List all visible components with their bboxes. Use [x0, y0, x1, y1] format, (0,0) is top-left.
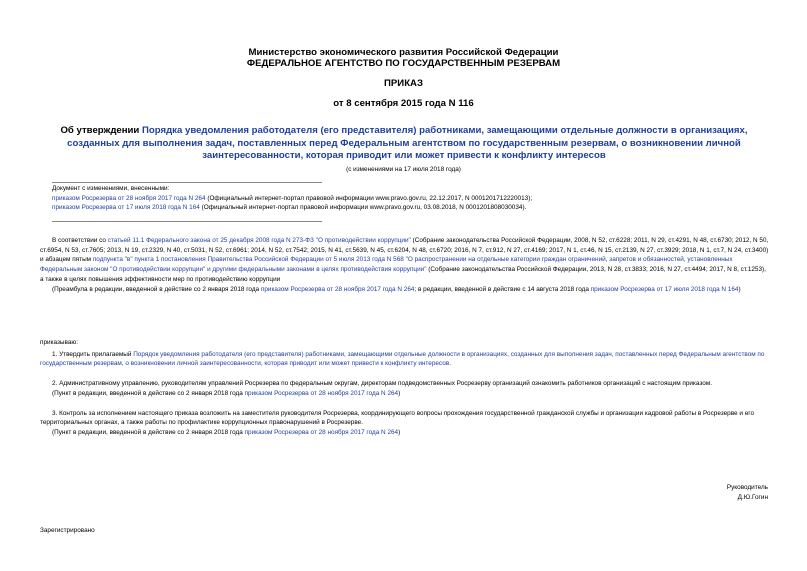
preamble-n1: (Преамбула в редакции, введенной в действие со 2 января 2018 года: [52, 285, 261, 293]
p2-note-b: ): [398, 389, 401, 397]
change-link-1[interactable]: приказом Росрезерва от 28 ноября 2017 года N 264: [52, 194, 206, 202]
preamble: [40, 236, 770, 294]
registered-label: Зарегистрировано: [40, 527, 95, 534]
preamble-note-link-2[interactable]: приказом Росрезерва от 17 июля 2018 года N 164: [590, 285, 739, 293]
p2-note-a: (Пункт в редакции, введенной в действие со 2 января 2018 года: [52, 389, 245, 397]
preamble-n3: ): [738, 285, 741, 293]
p3-note-b: ): [398, 428, 401, 436]
doc-title: [34, 125, 774, 163]
change-text-1: (Официальный интернет-портал правовой информации www.pravo.gov.ru, 22.12.2017, N 0001201712220013);: [205, 194, 533, 202]
divider-bottom: [52, 221, 322, 222]
preamble-t1: В соответствии со: [52, 237, 108, 244]
resolution-link[interactable]: подпункта "в" пункта 1 постановления Правительства Российской Федерации от 5 июля 2013 года N 568 "О распространении на отдельные категории граждан ограничений, запретов и обязанностей, установленных Федеральным законом "О противодействии коррупции" и другими федеральными законами в целях противодействия коррупции": [40, 256, 733, 274]
preamble-text: [40, 236, 770, 285]
order-point-2: 2. Административному управлению, руководителям управлений Росрезерва по федеральным округам, директорам подведомственных Росрезерву организаций ознакомить работников организаций с настоящим приказом.: [52, 380, 712, 388]
change-item: [52, 203, 772, 213]
preamble-t3: (Собрание законодательства Российской Федерации, 2013, N 28, ст.3833; 2016, N 27, ст.4494; 2017, N 8, ст.1253), а также в целях повышения эффективности мер по противодействию коррупции: [40, 266, 766, 283]
p3-note-a: (Пункт в редакции, введенной в действие со 2 января 2018 года: [52, 428, 245, 436]
signer-name: Д.Ю.Гогин: [737, 493, 768, 501]
changes-block: [52, 184, 772, 213]
divider-top: [52, 182, 322, 183]
signer-position: Руководитель: [726, 484, 768, 491]
p1-a: 1. Утвердить прилагаемый: [52, 350, 134, 358]
preamble-note-link-1[interactable]: приказом Росрезерва от 28 ноября 2017 года N 264: [260, 285, 415, 293]
order-point-3-note: [40, 428, 770, 438]
title-link[interactable]: Порядка уведомления работодателя (его представителя) работниками, замещающими отдельные должности в организациях, созданных для выполнения задач, поставленных перед Федеральным агентством по государственным резервам, о возникновении личной заинтересованности, которая приводит или может привести к конфликту интересов: [67, 125, 748, 161]
agency-name: ФЕДЕРАЛЬНОЕ АГЕНТСТВО ПО ГОСУДАРСТВЕННЫМ РЕЗЕРВАМ: [246, 58, 561, 69]
p1-b: .: [449, 360, 451, 368]
order-point-3: 3. Контроль за исполнением настоящего приказа возложить на заместителя руководителя Росрезерва, координирующего вопросы прохождения государственной гражданской службы и организации кадровой работы в Росрезерве и его территориальных органах, а также работы по профилактике коррупционных правонарушений в Росрезерве.: [40, 409, 755, 427]
change-item: [52, 194, 772, 204]
order-point-1: [40, 350, 770, 369]
order-point-2-note: [40, 389, 770, 399]
doc-date: от 8 сентября 2015 года N 116: [333, 98, 474, 109]
p3-note-link[interactable]: приказом Росрезерва от 28 ноября 2017 года N 264: [244, 428, 399, 436]
changes-heading: Документ с изменениями, внесенными:: [52, 185, 170, 192]
signature: [600, 483, 768, 502]
ministry-name: Министерство экономического развития Российской Федерации: [248, 47, 559, 58]
preamble-n2: ; в редакции, введенной в действие с 14 августа 2018 года: [414, 285, 591, 293]
preamble-t2: (Собрание законодательства Российской Федерации, 2008, N 52, ст.6228; 2011, N 29, ст.4291, N 48, ст.6730; 2012, N 50, ст.6954, N 53, ст.7605; 2013, N 19, ст.2329, N 40, ст.5031, N 52, ст.6961; 2014, N 52, ст.7542; 2015, N 41, ст.5639, N 45, ст.6204, N 48, ст.6720; 2016, N 7, ст.912, N 27, ст.4169; 2017, N 1, ст.46, N 15, ст.2139, N 27, ст.3929; 2018, N 1, ст.7, N 24, ст.3400) и абзацем пятым: [40, 237, 769, 264]
p2-note-link[interactable]: приказом Росрезерва от 28 ноября 2017 года N 264: [244, 389, 399, 397]
order-block: [40, 338, 770, 438]
title-prefix: Об утверждении: [60, 125, 142, 136]
orders-word: приказываю:: [40, 339, 78, 346]
change-text-2: (Официальный интернет-портал правовой информации www.pravo.gov.ru, 03.08.2018, N 0001201808030034).: [199, 204, 527, 212]
doc-type: ПРИКАЗ: [384, 78, 423, 89]
procedure-link[interactable]: Порядок уведомления работодателя (его представителя) работниками, замещающими отдельные должности в организациях, созданных для выполнения задач, поставленных перед Федеральным агентством по государственным резервам, о возникновении личной заинтересованности, которая приводит или может привести к конфликту интересов: [40, 350, 765, 368]
preamble-note: [40, 285, 770, 295]
changes-note: (с изменениями на 17 июля 2018 года): [346, 166, 461, 173]
law-link[interactable]: статьей 11.1 Федерального закона от 25 декабря 2008 года N 273-ФЗ "О противодействии коррупции": [107, 237, 411, 244]
change-link-2[interactable]: приказом Росрезерва от 17 июля 2018 года N 164: [52, 204, 200, 212]
